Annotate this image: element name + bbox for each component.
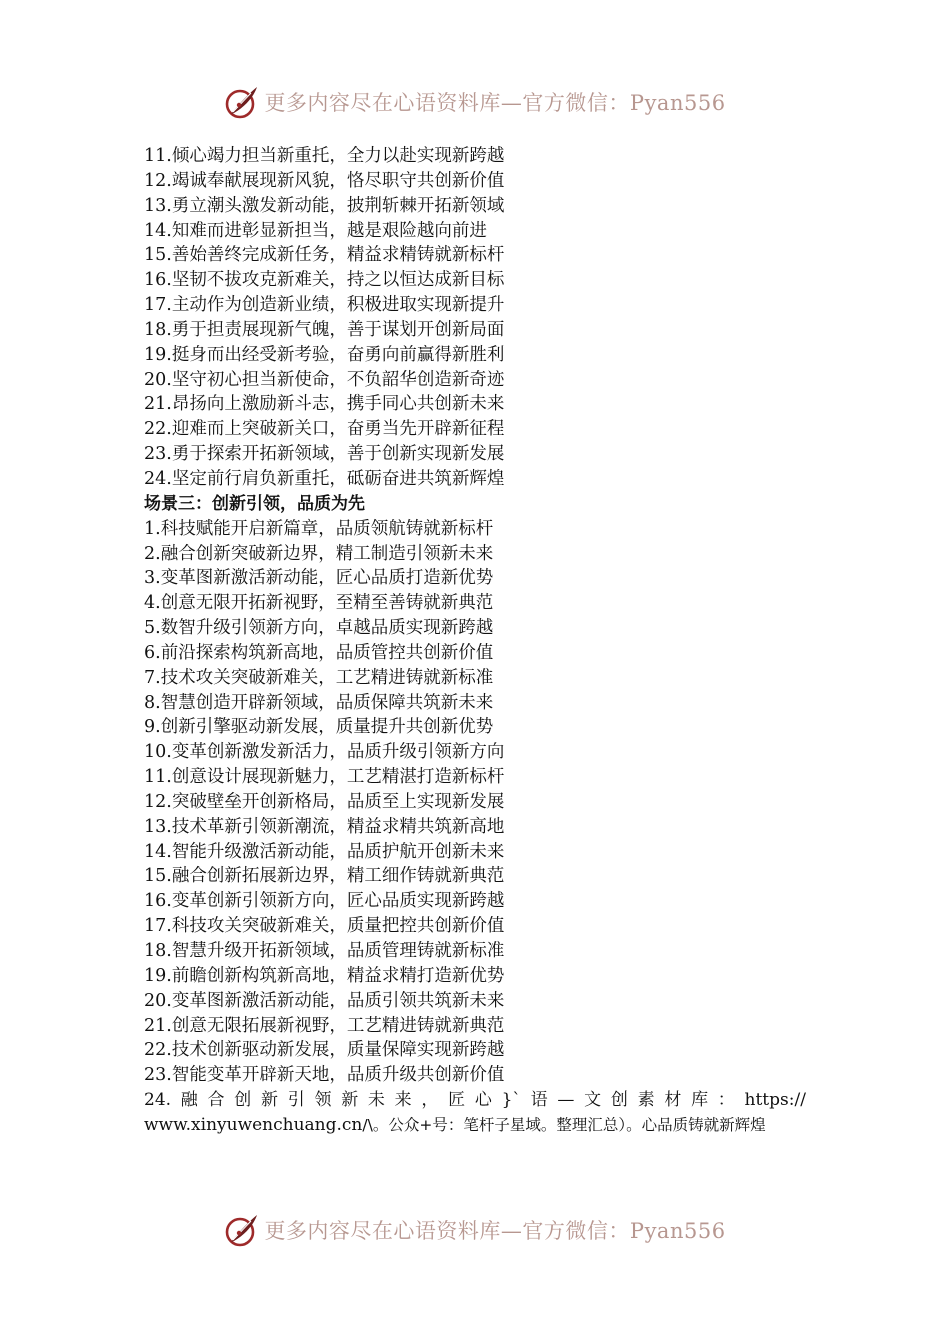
list-item: 20.坚守初心担当新使命，不负韶华创造新奇迹: [144, 369, 505, 390]
last-item-token: 匠: [448, 1090, 466, 1111]
footer-banner-text: 更多内容尽在心语资料库—官方微信：Pyan556: [264, 1219, 726, 1243]
last-item-token: }`: [501, 1090, 521, 1111]
last-item-line-2: [144, 1113, 806, 1138]
last-item-tail: /\。公众+号：笔杆子星域。整理汇总）。心品质铸就新辉煌: [362, 1115, 766, 1134]
list-item: 14.智能升级激活新动能，品质护航开创新未来: [144, 841, 505, 862]
last-item-token: 创: [234, 1090, 252, 1111]
list-item: 16.变革创新引领新方向，匠心品质实现新跨越: [144, 891, 505, 912]
list-item: 22.迎难而上突破新关口，奋勇当先开辟新征程: [144, 419, 505, 440]
last-item-token: 库: [691, 1090, 709, 1111]
list-item: 7.技术攻关突破新难关，工艺精进铸就新标准: [144, 667, 494, 688]
list-item: 22.技术创新驱动新发展，质量保障实现新跨越: [144, 1040, 505, 1061]
list-item: 14.知难而进彰显新担当，越是艰险越向前进: [144, 220, 487, 241]
list-item: 4.创意无限开拓新视野，至精至善铸就新典范: [144, 593, 494, 614]
list-item: 15.融合创新拓展新边界，精工细作铸就新典范: [144, 866, 505, 887]
list-item: 5.数智升级引领新方向，卓越品质实现新跨越: [144, 618, 494, 639]
slogan-list: [144, 144, 806, 1088]
last-item-token: 24.: [144, 1090, 172, 1111]
last-item-token: 未: [367, 1090, 385, 1111]
last-item-token: 材: [664, 1090, 682, 1111]
last-item-token: 来: [394, 1090, 412, 1111]
last-item-token: 领: [314, 1090, 332, 1111]
list-item: 18.智慧升级开拓新领域，品质管理铸就新标准: [144, 941, 505, 961]
list-item: 10.变革创新激发新活力，品质升级引领新方向: [144, 742, 505, 763]
list-item: 15.善始善终完成新任务，精益求精铸就新标杆: [144, 245, 505, 266]
last-item-token: 创: [610, 1090, 628, 1111]
section-heading: 场景三：创新引领，品质为先: [144, 493, 365, 514]
list-item: 6.前沿探索构筑新高地，品质管控共创新价值: [144, 642, 494, 663]
list-item: 3.变革图新激活新动能，匠心品质打造新优势: [144, 568, 494, 589]
last-item-url: www.xinyuwenchuang.cn: [144, 1114, 363, 1135]
list-item: 1.科技赋能开启新篇章，品质领航铸就新标杆: [144, 518, 494, 539]
list-item: 13.技术革新引领新潮流，精益求精共筑新高地: [144, 816, 505, 837]
quill-logo-icon: [224, 1212, 260, 1248]
last-item-token: 合: [207, 1090, 225, 1111]
last-item-line-1: [144, 1088, 806, 1113]
footer-banner: [0, 1212, 950, 1248]
list-item: 8.智慧创造开辟新领域，品质保障共筑新未来: [144, 692, 494, 713]
list-item: 13.勇立潮头激发新动能，披荆斩棘开拓新领域: [144, 195, 505, 216]
last-item-token: 融: [180, 1090, 198, 1111]
last-item-token: 语: [530, 1090, 548, 1111]
list-item: 9.创新引擎驱动新发展，质量提升共创新优势: [144, 717, 494, 738]
list-item: 19.挺身而出经受新考验，奋勇向前赢得新胜利: [144, 344, 505, 365]
last-item-token: ，: [421, 1090, 439, 1111]
last-item-token: —: [557, 1090, 575, 1111]
list-item: 17.主动作为创造新业绩，积极进取实现新提升: [144, 295, 505, 316]
list-item: 17.科技攻关突破新难关，质量把控共创新价值: [144, 916, 505, 937]
header-banner-text: 更多内容尽在心语资料库—官方微信：Pyan556: [264, 91, 726, 115]
list-item: 21.创意无限拓展新视野，工艺精进铸就新典范: [144, 1015, 505, 1036]
list-item: 2.融合创新突破新边界，精工制造引领新未来: [144, 543, 494, 564]
list-item: 24.坚定前行肩负新重托，砥砺奋进共筑新辉煌: [144, 468, 505, 489]
last-item-token: 新: [341, 1090, 359, 1111]
list-item: 18.勇于担责展现新气魄，善于谋划开创新局面: [144, 319, 505, 340]
list-item: 11.倾心竭力担当新重托，全力以赴实现新跨越: [144, 146, 505, 166]
list-item: 23.智能变革开辟新天地，品质升级共创新价值: [144, 1065, 505, 1086]
list-item: 11.创意设计展现新魅力，工艺精湛打造新标杆: [144, 767, 505, 788]
last-item-token: 新: [260, 1090, 278, 1111]
list-item: 12.突破壁垒开创新格局，品质至上实现新发展: [144, 791, 505, 812]
document-body: [144, 144, 806, 1138]
list-item: 23.勇于探索开拓新领域，善于创新实现新发展: [144, 444, 505, 465]
list-item: 20.变革图新激活新动能，品质引领共筑新未来: [144, 990, 505, 1011]
last-item-token: https://: [744, 1090, 806, 1111]
last-item-token: ：: [717, 1090, 735, 1111]
last-item-token: 素: [637, 1090, 655, 1111]
last-item-token: 引: [287, 1090, 305, 1111]
list-item: 12.竭诚奉献展现新风貌，恪尽职守共创新价值: [144, 170, 505, 191]
list-item: 21.昂扬向上激励新斗志，携手同心共创新未来: [144, 394, 505, 415]
header-banner: [0, 84, 950, 120]
last-item-token: 文: [584, 1090, 602, 1111]
list-item: 16.坚韧不拔攻克新难关，持之以恒达成新目标: [144, 270, 505, 291]
quill-logo-icon: [224, 84, 260, 120]
last-item-token: 心: [474, 1090, 492, 1111]
list-item: 19.前瞻创新构筑新高地，精益求精打造新优势: [144, 965, 505, 986]
